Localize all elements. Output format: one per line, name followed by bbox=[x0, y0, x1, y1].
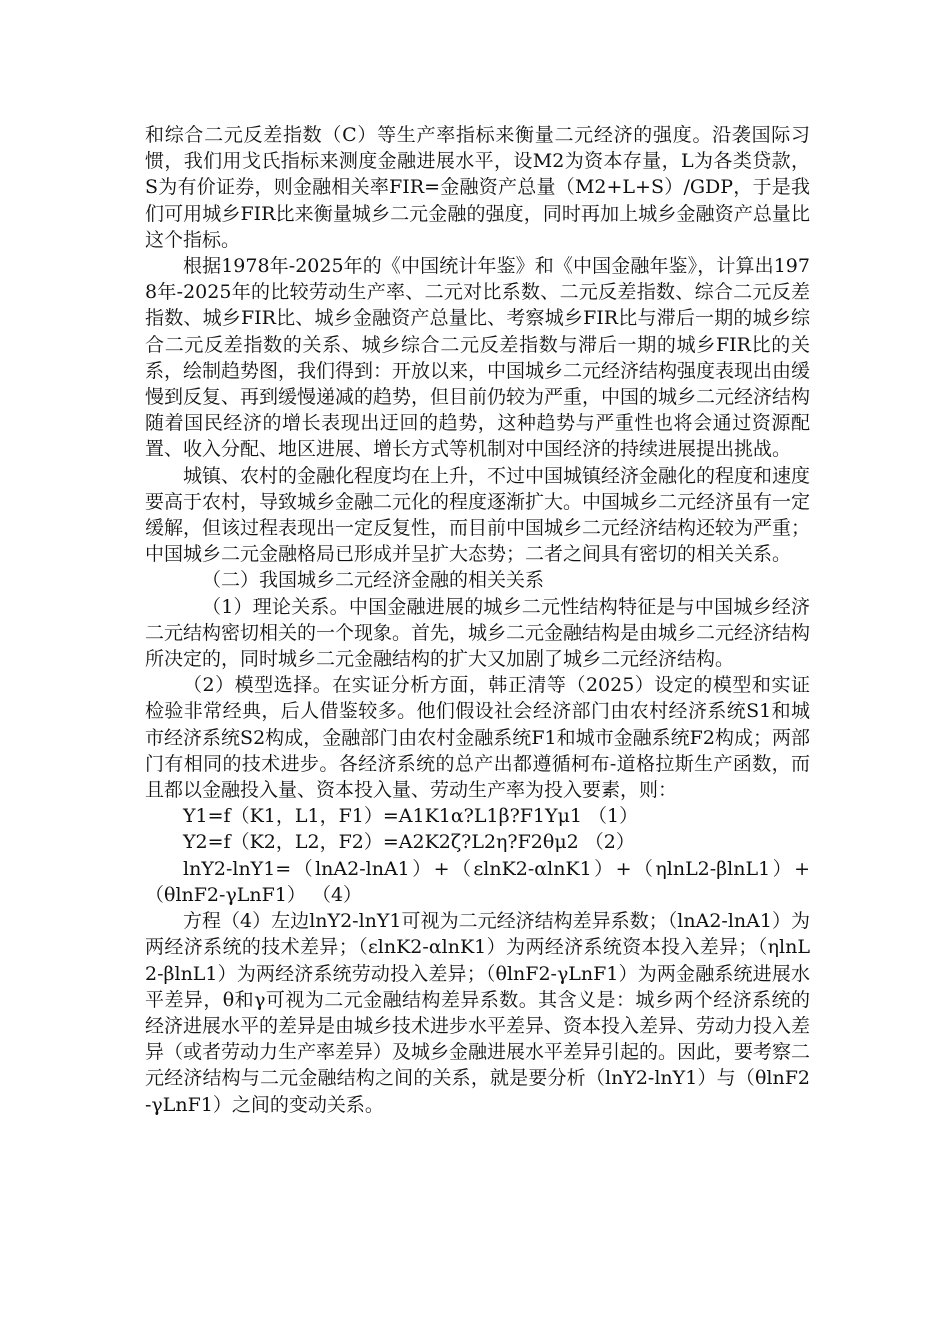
paragraph-yearbook-analysis: 根据1978年-2025年的《中国统计年鉴》和《中国金融年鉴》，计算出1978年-2025年的比较劳动生产率、二元对比系数、二元反差指数、综合二元反差指数、城乡FIR比、城乡金融资产总量比、考察城乡FIR比与滞后一期的城乡综合二元反差指数的关系、城乡综合二元反差指数与滞后一期的城乡FIR比的关系，绘制趋势图，我们得到：开放以来，中国城乡二元经济结构强度表现出由缓慢到反复、再到缓慢递减的趋势，但目前仍较为严重，中国的城乡二元经济结构随着国民经济的增长表现出迂回的趋势，这种趋势与严重性也将会通过资源配置、收入分配、地区进展、增长方式等机制对中国经济的持续进展提出挑战。 bbox=[145, 255, 811, 461]
document-body bbox=[145, 122, 810, 1118]
paragraph-theory-relation: （1）理论关系。中国金融进展的城乡二元性结构特征是与中国城乡经济二元结构密切相关的一个现象。首先，城乡二元金融结构是由城乡二元经济结构所决定的，同时城乡二元金融结构的扩大又加剧了城乡二元经济结构。 bbox=[145, 595, 811, 671]
section-heading: （二）我国城乡二元经济金融的相关关系 bbox=[202, 569, 545, 592]
paragraph-model-selection: （2）模型选择。在实证分析方面，韩正清等（2025）设定的模型和实证检验非常经典，后人借鉴较多。他们假设社会经济部门由农村经济系统S1和城市经济系统S2构成，金融部门由农村金融系统F1和城市金融系统F2构成；两部门有相同的技术进步。各经济系统的总产出都遵循柯布-道格拉斯生产函数，而且都以金融投入量、资本投入量、劳动生产率为投入要素，则： bbox=[145, 674, 810, 802]
equation-1: Y1=f（K1，L1，F1）=A1K1α?L1β?F1Υμ1 （1） bbox=[183, 805, 639, 828]
equation-4: lnY2-lnY1=（lnA2-lnA1）+（εlnK2-αlnK1）+（ηlnL2-βlnL1）+（θlnF2-γLnF1） （4） bbox=[145, 857, 810, 906]
paragraph-financialization: 城镇、农村的金融化程度均在上升，不过中国城镇经济金融化的程度和速度要高于农村，导致城乡金融二元化的程度逐渐扩大。中国城乡二元经济虽有一定缓解，但该过程表现出一定反复性，而目前中国城乡二元经济结构还较为严重；中国城乡二元金融格局已形成并呈扩大态势；二者之间具有密切的相关关系。 bbox=[145, 464, 811, 566]
equation-2: Y2=f（K2，L2，F2）=A2K2ζ?L2η?F2θμ2 （2） bbox=[183, 831, 635, 854]
paragraph-equation-explanation: 方程（4）左边lnY2-lnY1可视为二元经济结构差异系数；（lnA2-lnA1）为两经济系统的技术差异；（εlnK2-αlnK1）为两经济系统资本投入差异；（ηlnL2-βlnL1）为两经济系统劳动投入差异；（θlnF2-γLnF1）为两金融系统进展水平差异，θ和γ可视为二元金融结构差异系数。其含义是：城乡两个经济系统的经济进展水平的差异是由城乡技术进步水平差异、资本投入差异、劳动力投入差异（或者劳动力生产率差异）及城乡金融进展水平差异引起的。因此，要考察二元经济结构与二元金融结构之间的关系，就是要分析（lnY2-lnY1）与（θlnF2-γLnF1）之间的变动关系。 bbox=[145, 910, 811, 1116]
paragraph-fir-definition: 和综合二元反差指数（C）等生产率指标来衡量二元经济的强度。沿袭国际习惯，我们用戈氏指标来测度金融进展水平，设M2为资本存量，L为各类贷款，S为有价证券，则金融相关率FIR=金融资产总量（M2+L+S）/GDP，于是我们可用城乡FIR比来衡量城乡二元金融的强度，同时再加上城乡金融资产总量比这个指标。 bbox=[145, 124, 810, 251]
